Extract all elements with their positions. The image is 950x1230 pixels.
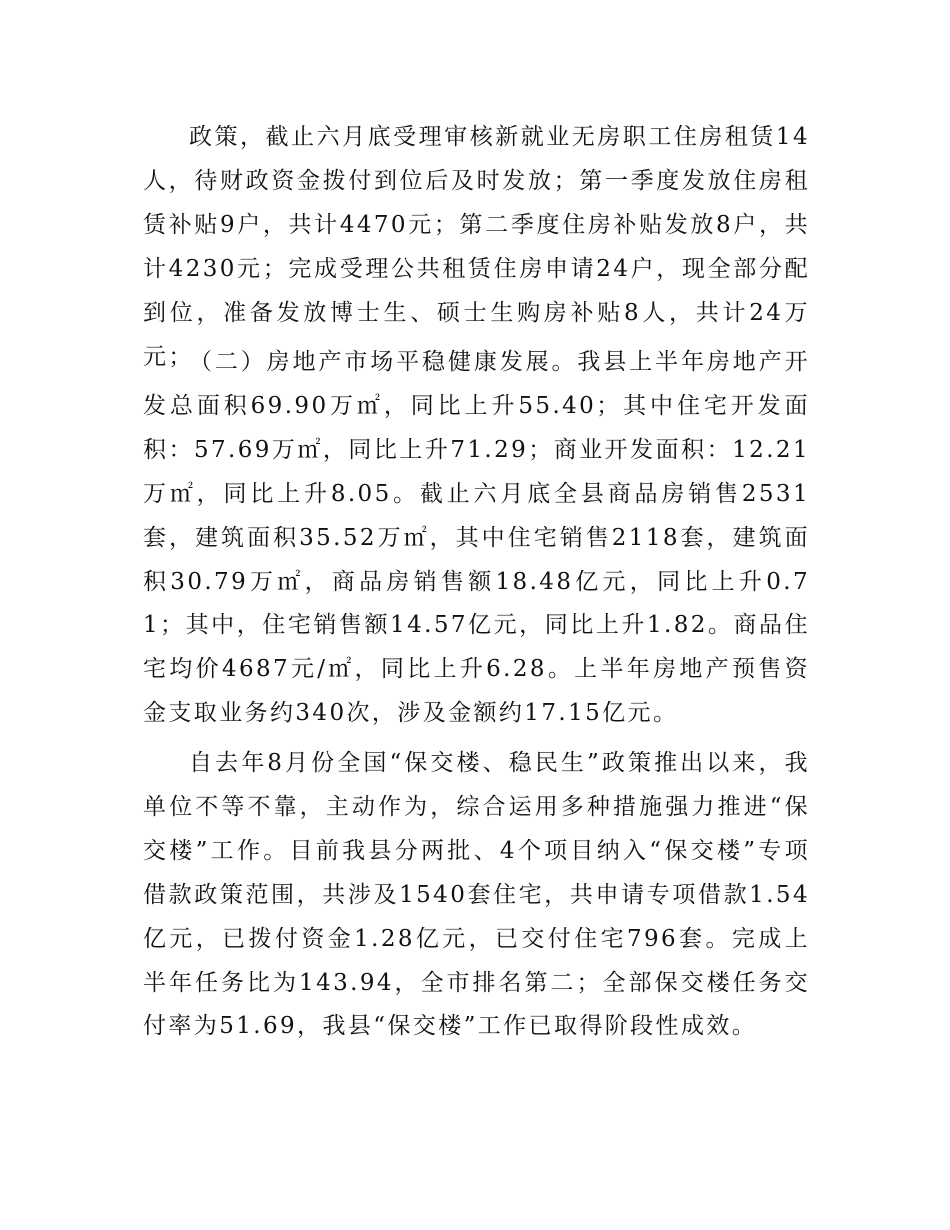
body-text-block-3 [143, 742, 810, 1049]
paragraph-housing-subsidy: 政策，截止六月底受理审核新就业无房职工住房租赁14人，待财政资金拨付到位后及时发放；第一季度发放住房租赁补贴9户，共计4470元；第二季度住房补贴发放8户，共计4230元；完成受理公共租赁住房申请24户，现全部分配到位，准备发放博士生、硕士生购房补贴8人，共计24万元； [143, 124, 810, 370]
body-text-block-1 [143, 116, 810, 379]
paragraph-real-estate-market: （二）房地产市场平稳健康发展。我县上半年房地产开发总面积69.90万㎡，同比上升55.40；其中住宅开发面积：57.69万㎡，同比上升71.29；商业开发面积：12.21万㎡，同比上升8.05。截止六月底全县商品房销售2531套，建筑面积35.52万㎡，其中住宅销售2118套，建筑面积30.79万㎡，商品房销售额18.48亿元，同比上升0.71；其中，住宅销售额14.57亿元，同比上升1.82。商品住宅均价4687元/㎡，同比上升6.28。上半年房地产预售资金支取业务约340次，涉及金额约17.15亿元。 [143, 349, 810, 727]
body-text-block-2 [143, 341, 810, 736]
paragraph-guaranteed-delivery: 自去年8月份全国“保交楼、稳民生”政策推出以来，我单位不等不靠，主动作为，综合运用多种措施强力推进“保交楼”工作。目前我县分两批、4个项目纳入“保交楼”专项借款政策范围，共涉及1540套住宅，共申请专项借款1.54亿元，已拨付资金1.28亿元，已交付住宅796套。完成上半年任务比为143.94，全市排名第二；全部保交楼任务交付率为51.69，我县“保交楼”工作已取得阶段性成效。 [143, 750, 810, 1040]
